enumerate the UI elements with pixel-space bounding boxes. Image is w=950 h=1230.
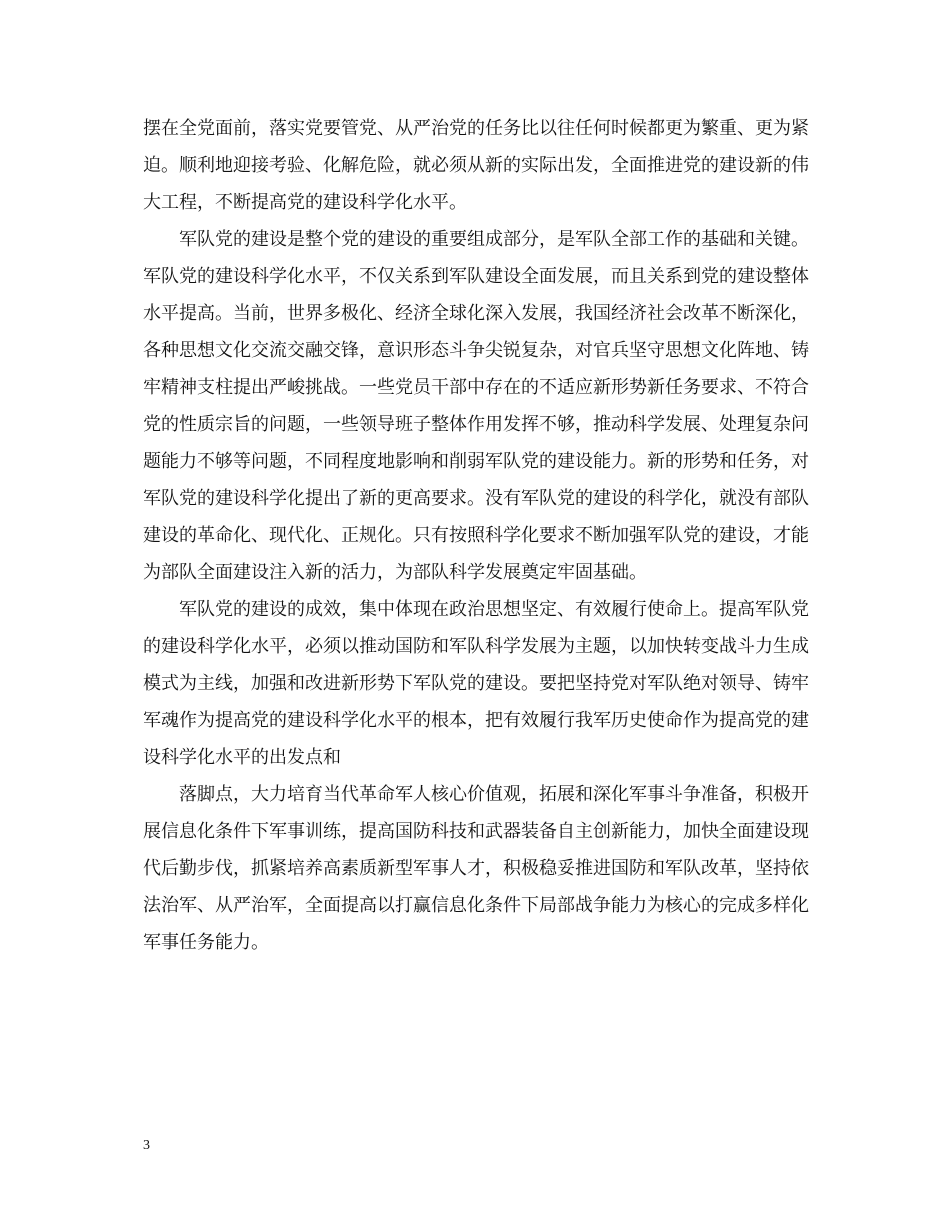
paragraph-3: 军队党的建设的成效，集中体现在政治思想坚定、有效履行使命上。提高军队党的建设科学化水平，必须以推动国防和军队科学发展为主题，以加快转变战斗力生成模式为主线，加强和改进新形势下军队党的建设。要把坚持党对军队绝对领导、铸牢军魂作为提高党的建设科学化水平的根本，把有效履行我军历史使命作为提高党的建设科学化水平的出发点和 bbox=[143, 599, 809, 768]
document-body bbox=[143, 110, 809, 961]
paragraph-1: 摆在全党面前，落实党要管党、从严治党的任务比以往任何时候都更为繁重、更为紧迫。顺利地迎接考验、化解危险，就必须从新的实际出发，全面推进党的建设新的伟大工程，不断提高党的建设科学化水平。 bbox=[143, 118, 809, 213]
paragraph-2: 军队党的建设是整个党的建设的重要组成部分，是军队全部工作的基础和关键。军队党的建设科学化水平，不仅关系到军队建设全面发展，而且关系到党的建设整体水平提高。当前，世界多极化、经济全球化深入发展，我国经济社会改革不断深化，各种思想文化交流交融交锋，意识形态斗争尖锐复杂，对官兵坚守思想文化阵地、铸牢精神支柱提出严峻挑战。一些党员干部中存在的不适应新形势新任务要求、不符合党的性质宗旨的问题，一些领导班子整体作用发挥不够，推动科学发展、处理复杂问题能力不够等问题，不同程度地影响和削弱军队党的建设能力。新的形势和任务，对军队党的建设科学化提出了新的更高要求。没有军队党的建设的科学化，就没有部队建设的革命化、现代化、正规化。只有按照科学化要求不断加强军队党的建设，才能为部队全面建设注入新的活力，为部队科学发展奠定牢固基础。 bbox=[143, 229, 809, 583]
page-number: 3 bbox=[143, 1138, 150, 1153]
paragraph-4: 落脚点，大力培育当代革命军人核心价值观，拓展和深化军事斗争准备，积极开展信息化条件下军事训练，提高国防科技和武器装备自主创新能力，加快全面建设现代后勤步伐，抓紧培养高素质新型军事人才，积极稳妥推进国防和军队改革，坚持依法治军、从严治军，全面提高以打赢信息化条件下局部战争能力为核心的完成多样化军事任务能力。 bbox=[143, 784, 809, 953]
